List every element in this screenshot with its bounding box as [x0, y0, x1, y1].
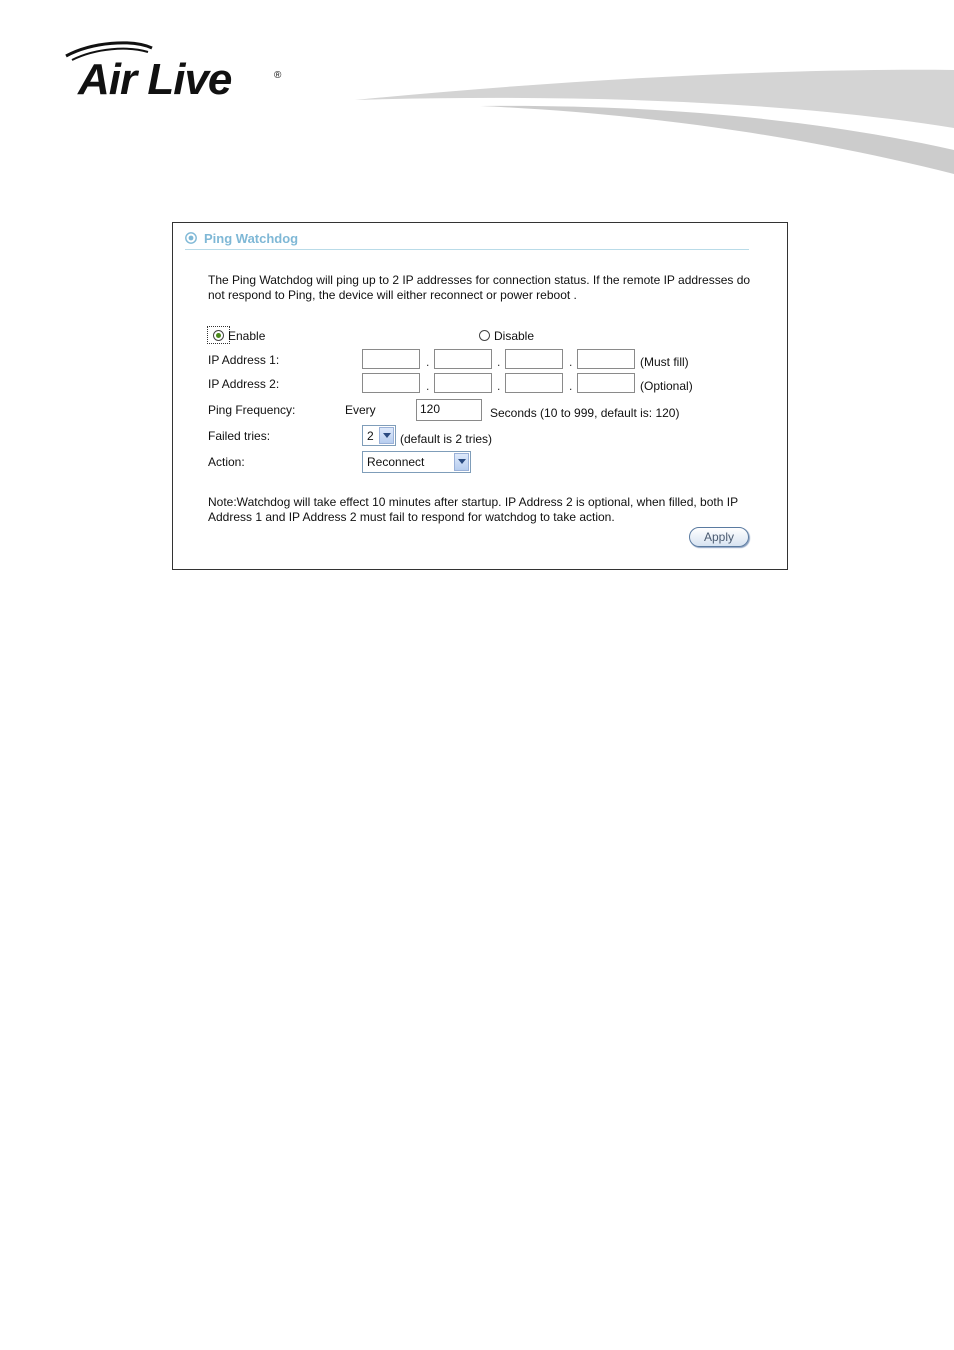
action-value: Reconnect — [367, 455, 425, 469]
panel-title: Ping Watchdog — [204, 231, 299, 246]
ip-address-1-label: IP Address 1: — [208, 353, 280, 367]
failed-tries-note: (default is 2 tries) — [400, 432, 493, 446]
action-label: Action: — [208, 455, 245, 469]
ip-address-1-octet-1[interactable] — [362, 349, 420, 369]
ip-separator: . — [569, 379, 573, 393]
ip-address-2-octet-2[interactable] — [434, 373, 492, 393]
action-select[interactable] — [362, 451, 471, 473]
ip-separator: . — [569, 355, 573, 369]
ip-address-2-octet-4[interactable] — [577, 373, 635, 393]
apply-button[interactable]: Apply — [689, 527, 749, 547]
airlive-logo: Air Live — [78, 55, 232, 104]
ip-address-1-octet-4[interactable] — [577, 349, 635, 369]
ip-separator: . — [426, 355, 430, 369]
panel-title-row — [185, 231, 749, 250]
watchdog-note: Note:Watchdog will take effect 10 minutes after startup. IP Address 2 is optional, when filled, both IP Address 1 and IP Address 2 must fail to respond for watchdog to take action. — [208, 495, 738, 524]
enable-radio[interactable] — [213, 330, 224, 341]
ping-frequency-note: Seconds (10 to 999, default is: 120) — [490, 406, 680, 420]
ip-separator: . — [497, 379, 501, 393]
ip-address-1-octet-3[interactable] — [505, 349, 563, 369]
disable-label[interactable]: Disable — [494, 329, 535, 343]
ip-address-1-octet-2[interactable] — [434, 349, 492, 369]
chevron-down-icon[interactable] — [379, 427, 394, 444]
failed-tries-select[interactable] — [362, 425, 396, 446]
chevron-down-icon[interactable] — [454, 453, 469, 471]
disable-radio[interactable] — [479, 330, 490, 341]
ip-separator: . — [497, 355, 501, 369]
ip-address-2-octet-3[interactable] — [505, 373, 563, 393]
ping-frequency-input[interactable]: 120 — [416, 399, 482, 421]
panel-description: The Ping Watchdog will ping up to 2 IP addresses for connection status. If the remote IP addresses do not respond to Ping, the device will either reconnect or power reboot . — [208, 273, 751, 302]
enable-label[interactable]: Enable — [228, 329, 266, 343]
ping-frequency-every: Every — [345, 403, 376, 417]
ping-watchdog-panel — [172, 222, 788, 570]
ip-address-2-label: IP Address 2: — [208, 377, 280, 391]
page-header — [0, 0, 954, 200]
ip-separator: . — [426, 379, 430, 393]
ip-address-2-note: (Optional) — [640, 379, 693, 393]
registered-mark: ® — [274, 70, 282, 81]
ip-address-1-note: (Must fill) — [640, 355, 689, 369]
ping-frequency-label: Ping Frequency: — [208, 403, 296, 417]
target-icon — [185, 232, 197, 244]
failed-tries-value: 2 — [367, 429, 374, 443]
ip-address-2-octet-1[interactable] — [362, 373, 420, 393]
failed-tries-label: Failed tries: — [208, 429, 271, 443]
